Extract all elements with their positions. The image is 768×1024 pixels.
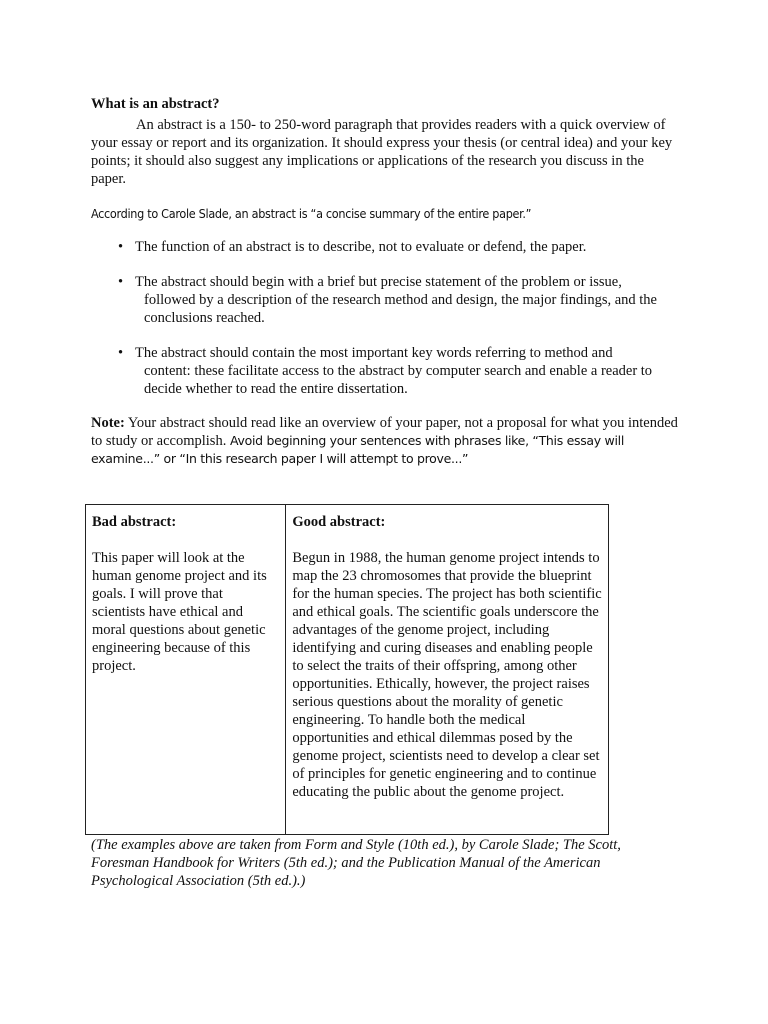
bullet-text-continued: content: these facilitate access to the abstract by computer search and enable a reader to decide whether to read the entire dissertation. — [144, 363, 653, 397]
source-citation: (The examples above are taken from Form and Style (10th ed.), by Carole Slade; The Scott, Foresman Handbook for Writers (5th ed.); and the Publication Manual of the American Psychological Association (5th ed.).) — [91, 837, 621, 889]
bullet-text-continued: followed by a description of the research method and design, the major findings, and the conclusions reached. — [144, 292, 657, 326]
bullet-text: The abstract should begin with a brief but precise statement of the problem or issue, — [135, 274, 622, 290]
note-label: Note: — [91, 415, 125, 431]
good-abstract-cell — [286, 505, 609, 835]
bad-abstract-cell — [86, 505, 286, 835]
list-item — [118, 273, 688, 327]
bad-abstract-text: This paper will look at the human genome project and its goals. I will prove that scientists have ethical and moral questions about genetic engineering because of this project. — [92, 550, 267, 674]
bullet-icon: • — [118, 345, 124, 361]
slade-quote: According to Carole Slade, an abstract is “a concise summary of the entire paper.” — [91, 206, 532, 221]
bullet-list — [118, 238, 688, 415]
abstract-comparison-table — [85, 504, 609, 835]
bullet-icon: • — [118, 274, 124, 290]
bullet-icon: • — [118, 239, 124, 255]
good-abstract-heading: Good abstract: — [292, 514, 386, 530]
bullet-text: The function of an abstract is to describe, not to evaluate or defend, the paper. — [135, 239, 587, 255]
note-paragraph — [91, 414, 691, 468]
bad-abstract-heading: Bad abstract: — [92, 514, 177, 530]
note-text: Your abstract should read like an overview of your paper, not a proposal for what you intended to study or accomplish. — [91, 415, 678, 449]
list-item — [118, 344, 688, 398]
good-abstract-text: Begun in 1988, the human genome project intends to map the 23 chromosomes that provide the blueprint for the human species. The project has both scientific and ethical goals. The scientific goals underscore the advantages of the genome project, including identifying and curing diseases and enabling people to select the traits of their offspring, among other opportunities. Ethically, however, the project raises serious questions about the morality of genetic engineering. To handle both the medical opportunities and ethical dilemmas posed by the genome project, scientists need to develop a clear set of principles for genetic engineering and to continue educating the public about the genome project. — [292, 550, 602, 800]
intro-paragraph: An abstract is a 150- to 250-word paragraph that provides readers with a quick overview of your essay or report and its organization. It should express your thesis (or central idea) and your key points; it should also suggest any implications or applications of the research you discuss in the paper. — [91, 117, 673, 187]
bullet-text: The abstract should contain the most important key words referring to method and — [135, 345, 613, 361]
note-text-continued: Avoid beginning your sentences with phrases like, “This essay will examine...” or “In this research paper I will attempt to prove...” — [91, 433, 624, 466]
table-row — [86, 505, 609, 835]
section-heading: What is an abstract? — [91, 96, 220, 112]
list-item — [118, 238, 688, 256]
